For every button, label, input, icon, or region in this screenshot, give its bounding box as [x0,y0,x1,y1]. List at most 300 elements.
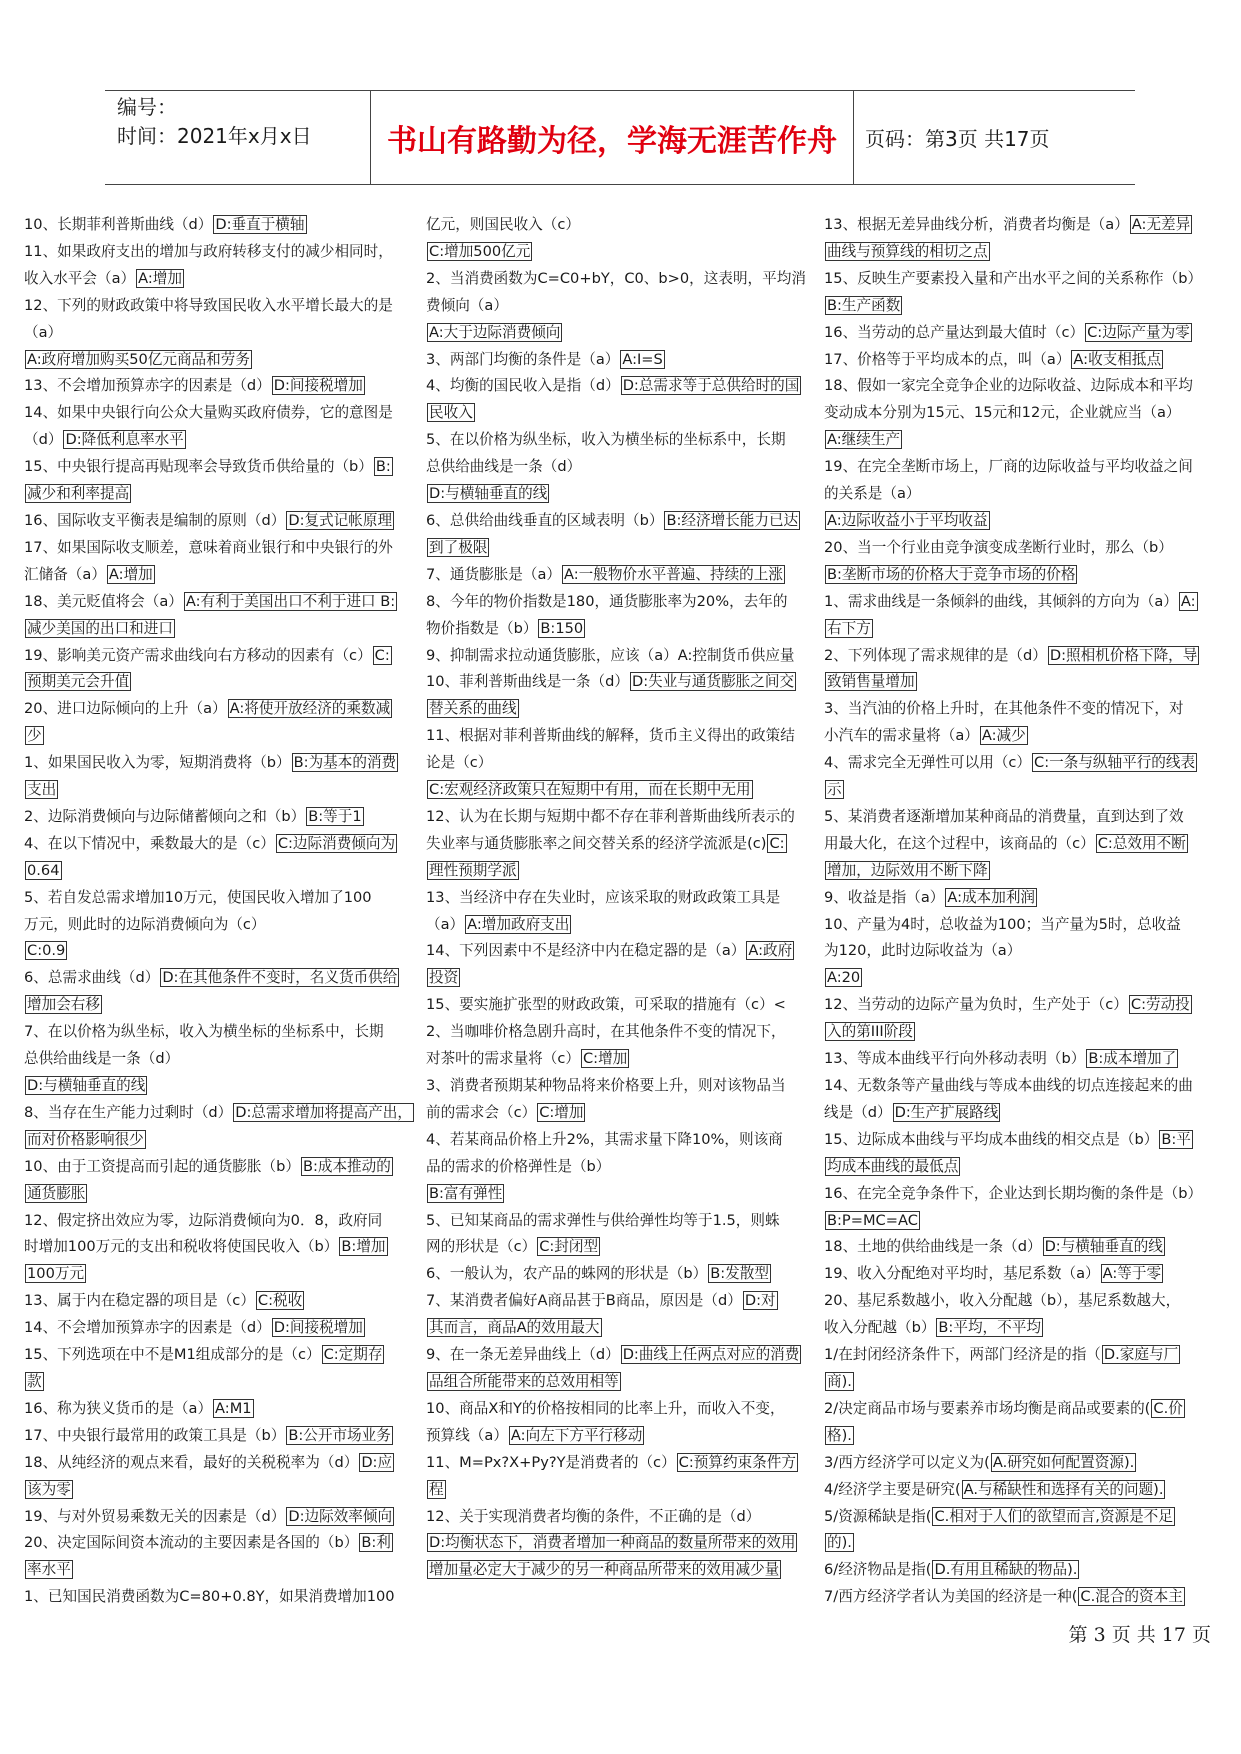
text-line [824,992,1212,1019]
answer-box: A:向左下方平行移动 [510,1426,643,1444]
answer-box: D:总需求等于总供给时的国 [622,377,800,395]
answer-box: D.家庭与厂 [1103,1346,1179,1364]
answer-box: 增加，边际效用不断下降 [827,861,988,879]
text-column-2 [426,212,811,1584]
answer-box: A:减少 [981,727,1026,745]
text-line [426,1181,811,1208]
text-line [426,1369,811,1396]
text-line [426,965,811,992]
question-text: 15、要实施扩张型的财政政策，可采取的措施有（c）< [426,996,786,1014]
text-line [24,938,416,965]
text-line [824,669,1212,696]
text-line [824,1234,1212,1261]
answer-box: C:边际消费倾向为 [277,834,396,852]
answer-box: A.与稀缺性和选择有关的问题). [963,1480,1164,1498]
text-line [426,320,811,347]
question-text: 汇储备（a） [24,565,106,583]
text-line [24,400,416,427]
text-line [24,1100,416,1127]
question-text: 19、与对外贸易乘数无关的因素是（d） [24,1507,286,1525]
answer-box: B:成本增加了 [1088,1050,1177,1068]
answer-box: A:政府增加购买50亿元商品和劳务 [27,350,250,368]
text-line [824,831,1212,858]
text-line [24,1396,416,1423]
text-line [824,1369,1212,1396]
text-line [824,481,1212,508]
answer-box: C:边际产量为零 [1087,323,1190,341]
text-line [824,965,1212,992]
question-text: 14、下列因素中不是经济中内在稳定器的是（a） [426,942,746,960]
question-text: 2、当消费函数为C=C0+bY，C0、b>0，这表明，平均消 [426,269,806,287]
text-line [426,1154,811,1181]
question-text: 20、进口边际倾向的上升（a） [24,700,227,718]
question-text: 8、今年的物价指数是180，通货膨胀率为20%，去年的 [426,592,788,610]
question-text: 10、菲利普斯曲线是一条（d） [426,673,629,691]
answer-box: 0.64 [27,861,60,879]
question-text: 20、决定国际间资本流动的主要因素是各国的（b） [24,1534,359,1552]
question-text: 9、在一条无差异曲线上（d） [426,1346,620,1364]
answer-box: D:与横轴垂直的线 [429,485,548,503]
question-text: 7、在以价格为纵坐标，收入为横坐标的坐标系中，长期 [24,1023,384,1041]
answer-box: A:等于零 [1102,1265,1162,1283]
answer-box: D:曲线上任两点对应的消费 [622,1346,800,1364]
answer-box: 该为零 [27,1480,71,1498]
answer-box: B:平 [1161,1130,1191,1148]
question-text: 2、边际消费倾向与边际储蓄倾向之和（b） [24,807,306,825]
question-text: 8、当存在生产能力过剩时（d） [24,1103,233,1121]
text-line [24,1369,416,1396]
answer-box: B: [375,458,391,476]
answer-box: C:定期存 [323,1346,383,1364]
question-text: 亿元，则国民收入（c） [426,216,580,233]
question-text: 4/经济学主要是研究( [824,1480,961,1498]
question-text: 1、如果国民收入为零，短期消费将（b） [24,754,291,772]
text-line [426,508,811,535]
answer-box: C: [374,646,390,664]
answer-box: B:利 [361,1534,391,1552]
text-line [824,643,1212,670]
answer-box: B:增加 [341,1238,386,1256]
answer-box: B:生产函数 [827,296,901,314]
question-text: 5、若自发总需求增加10万元，使国民收入增加了100 [24,888,372,906]
question-text: 15、边际成本曲线与平均成本曲线的相交点是（b） [824,1130,1159,1148]
question-text: 时增加100万元的支出和税收将使国民收入（b） [24,1238,339,1256]
answer-box: D:均衡状态下，消费者增加一种商品的数量所带来的效用 [429,1534,796,1552]
answer-box: B:150 [540,619,584,637]
question-text: 5、某消费者逐渐增加某种商品的消费量，直到达到了效 [824,807,1184,825]
question-text: 17、中央银行最常用的政策工具是（b） [24,1426,286,1444]
text-line [24,320,416,347]
question-text: 5/资源稀缺是指( [824,1507,932,1525]
text-line [24,723,416,750]
text-line [426,858,811,885]
text-line [426,1396,811,1423]
question-text: 6、总供给曲线垂直的区域表明（b） [426,511,664,529]
text-column-1 [24,212,416,1611]
answer-box: 支出 [27,781,57,799]
text-line [824,885,1212,912]
text-line [24,750,416,777]
question-text: 2/决定商品市场与要素养市场均衡是商品或要素的( [824,1399,1151,1417]
question-text: 4、需求完全无弹性可以用（c） [824,754,1032,772]
text-line [426,589,811,616]
text-line [426,1450,811,1477]
text-line [24,1423,416,1450]
answer-box: B:垄断市场的价格大于竞争市场的价格 [827,565,1076,583]
question-text: 1、已知国民消费函数为C=80+0.8Y，如果消费增加100 [24,1588,395,1606]
text-line [426,669,811,696]
question-text: 11、如果政府支出的增加与政府转移支付的减少相同时， [24,242,393,260]
answer-box: A:增加 [108,565,153,583]
text-line [824,535,1212,562]
question-text: 失业率与通货膨胀率之间交替关系的经济学流派是(c) [426,834,767,852]
text-line [426,1261,811,1288]
text-line [24,1154,416,1181]
text-line [824,320,1212,347]
question-text: 3、消费者预期某种物品将来价格要上升，则对该物品当 [426,1077,786,1094]
text-line [24,1557,416,1584]
text-line [426,1288,811,1315]
answer-box: 商). [827,1372,852,1390]
text-line [24,858,416,885]
answer-box: D:与横轴垂直的线 [27,1077,146,1094]
question-text: 17、价格等于平均成本的点，叫（a） [824,350,1071,368]
question-text: （a） [24,323,63,341]
text-line [24,1342,416,1369]
text-line [24,1261,416,1288]
answer-box: C: [769,834,785,852]
question-text: 11、M=Px?X+Py?Y是消费者的（c） [426,1453,676,1471]
text-line [426,1342,811,1369]
text-line [426,1477,811,1504]
answer-box: A:增加 [138,269,182,287]
text-line [24,965,416,992]
answer-box: D:失业与通货膨胀之间交 [631,673,795,691]
answer-box: D:与横轴垂直的线 [1044,1238,1163,1256]
answer-box: A:边际收益小于平均收益 [827,511,988,529]
text-line [824,373,1212,400]
question-text: 6、总需求曲线（d） [24,969,160,987]
text-line [426,1315,811,1342]
text-line [426,885,811,912]
text-line [426,212,811,239]
answer-box: B:P=MC=AC [827,1211,918,1229]
answer-box: 替关系的曲线 [429,700,517,718]
question-text: 16、当劳动的总产量达到最大值时（c） [824,323,1085,341]
answer-box: A:继续生产 [827,431,901,449]
text-line [824,1423,1212,1450]
question-text: 17、如果国际收支顺差，意味着商业银行和中央银行的外 [24,538,393,556]
text-line [824,1288,1212,1315]
question-text: 19、在完全垄断市场上，厂商的边际收益与平均收益之间 [824,458,1193,476]
text-line [24,669,416,696]
question-text: 12、关于实现消费者均衡的条件，不正确的是（d） [426,1507,761,1525]
text-line [24,589,416,616]
answer-box: 到了极限 [429,538,488,556]
text-line [24,212,416,239]
answer-box: C:宏观经济政策只在短期中有用，而在长期中无用 [429,781,751,799]
question-text: 14、如果中央银行向公众大量购买政府债券，它的意图是 [24,404,393,422]
text-line [824,1315,1212,1342]
answer-box: A:I=S [622,350,663,368]
question-text: 10、产量为4时，总收益为100；当产量为5时，总收益 [824,915,1181,933]
question-text: 变动成本分别为15元、15元和12元，企业就应当（a） [824,404,1181,422]
question-text: 9、抑制需求拉动通货膨胀，应该（a）A:控制货币供应量 [426,646,795,664]
question-text: 物价指数是（b） [426,619,538,637]
text-line [24,804,416,831]
doc-number-label: 编号： [117,95,177,119]
text-line [24,1315,416,1342]
question-text: 7/西方经济学者认为美国的经济是一种( [824,1588,1078,1606]
answer-box: A:增加政府支出 [467,915,570,933]
question-text: 2、当咖啡价格急剧升高时，在其他条件不变的情况下， [426,1023,786,1041]
answer-box: D:垂直于横轴 [215,216,305,233]
question-text: 用最大化，在这个过程中，该商品的（c） [824,834,1095,852]
text-line [824,1046,1212,1073]
question-text: 10、长期菲利普斯曲线（d） [24,216,213,233]
answer-box: 减少美国的出口和进口 [27,619,173,637]
answer-box: D:降低利息率水平 [65,431,184,449]
text-line [426,293,811,320]
text-line [24,1019,416,1046]
question-text: 12、下列的财政政策中将导致国民收入水平增长最大的是 [24,296,393,314]
question-text: 16、在完全竞争条件下，企业达到长期均衡的条件是（b） [824,1184,1203,1202]
text-line [426,266,811,293]
question-text: 13、等成本曲线平行向外移动表明（b） [824,1050,1086,1068]
text-column-3 [824,212,1212,1611]
text-line [824,293,1212,320]
text-line [426,535,811,562]
text-line [824,1154,1212,1181]
answer-box: 民收入 [429,404,473,422]
text-line [824,1477,1212,1504]
text-line [426,643,811,670]
answer-box: C:税收 [257,1292,303,1310]
text-line [24,1530,416,1557]
text-line [824,723,1212,750]
answer-box: A:大于边际消费倾向 [429,323,561,341]
answer-box: A:20 [827,969,861,987]
question-text: 4、在以下情况中，乘数最大的是（c） [24,834,275,852]
text-line [824,804,1212,831]
answer-box: C:增加 [582,1050,628,1068]
text-line [24,481,416,508]
text-line [24,1477,416,1504]
question-text: 18、假如一家完全竞争企业的边际收益、边际成本和平均 [824,377,1193,395]
text-line [824,508,1212,535]
text-line [426,454,811,481]
question-text: 13、根据无差异曲线分析，消费者均衡是（a） [824,216,1129,233]
question-text: 费倾向（a） [426,296,508,314]
text-line [824,400,1212,427]
question-text: 13、当经济中存在失业时，应该采取的财政政策工具是 [426,888,781,906]
text-line [24,535,416,562]
answer-box: D:在其他条件不变时，名义货币供给 [162,969,398,987]
answer-box: B:经济增长能力已达 [666,511,799,529]
answer-box: 格). [827,1426,852,1444]
text-line [426,1234,811,1261]
text-line [426,1127,811,1154]
answer-box: C.相对于人们的欲望而言,资源是不足 [934,1507,1173,1525]
text-line [824,938,1212,965]
text-line [824,1073,1212,1100]
text-line [824,1584,1212,1611]
answer-box: A:有利于美国出口不利于进口 B: [185,592,396,610]
doc-time-label: 时间：2021年x月x日 [117,124,312,148]
question-text: 2、下列体现了需求规律的是（d） [824,646,1047,664]
page-header [105,90,1135,185]
answer-box: 率水平 [27,1561,71,1579]
text-line [824,1504,1212,1531]
text-line [24,293,416,320]
text-line [24,1504,416,1531]
text-line [426,831,811,858]
answer-box: B:等于1 [308,807,362,825]
answer-box: 少 [27,727,42,745]
question-text: 的关系是（a） [824,485,921,503]
text-line [24,562,416,589]
text-line [24,1234,416,1261]
question-text: 19、影响美元资产需求曲线向右方移动的因素有（c） [24,646,372,664]
text-line [426,1504,811,1531]
answer-box: C:预算约束条件方 [678,1453,796,1471]
text-line [24,239,416,266]
text-line [24,266,416,293]
text-line [426,427,811,454]
text-line [24,1208,416,1235]
header-motto: 书山有路勤为径，学海无涯苦作舟 [387,123,837,159]
question-text: 7、通货膨胀是（a） [426,565,561,583]
answer-box: A:将使开放经济的乘数减 [229,700,391,718]
answer-box: B:为基本的消费 [293,754,397,772]
header-page-info: 页码：第3页 共17页 [865,127,1050,151]
text-line [824,696,1212,723]
answer-box: B:富有弹性 [429,1184,503,1202]
question-text: 18、从纯经济的观点来看，最好的关税税率为（d） [24,1453,359,1471]
question-text: 预算线（a） [426,1426,508,1444]
text-line [824,589,1212,616]
text-line [824,212,1212,239]
question-text: 15、反映生产要素投入量和产出水平之间的关系称作（b） [824,269,1203,287]
question-text: 12、认为在长期与短期中都不存在菲利普斯曲线所表示的 [426,807,795,825]
text-line [24,373,416,400]
question-text: 18、美元贬值将会（a） [24,592,183,610]
answer-box: 减少和利率提高 [27,485,130,503]
text-line [24,1584,416,1611]
text-line [426,373,811,400]
answer-box: D:间接税增加 [273,377,363,395]
text-line [24,1127,416,1154]
text-line [426,1019,811,1046]
text-line [24,1181,416,1208]
page-footer: 第 3 页 共 17 页 [1068,1624,1211,1646]
question-text: 10、商品X和Y的价格按相同的比率上升，而收入不变， [426,1399,785,1417]
text-line [426,562,811,589]
question-text: 万元，则此时的边际消费倾向为（c） [24,915,266,933]
question-text: 16、国际收支平衡表是编制的原则（d） [24,511,286,529]
header-meta [117,93,367,151]
text-line [426,1046,811,1073]
text-line [24,777,416,804]
answer-box: 100万元 [27,1265,85,1283]
question-text: 5、在以价格为纵坐标，收入为横坐标的坐标系中，长期 [426,431,786,449]
answer-box: 增加量必定大于减少的另一种商品所带来的效用减少量 [429,1561,780,1579]
answer-box: 其而言，商品A的效用最大 [429,1319,600,1337]
text-line [24,1046,416,1073]
question-text: 12、假定挤出效应为零，边际消费倾向为0．8，政府同 [24,1211,383,1229]
question-text: 对茶叶的需求量将（c） [426,1050,580,1068]
answer-box: C.混合的资本主 [1080,1588,1183,1606]
question-text: 13、属于内在稳定器的项目是（c） [24,1292,255,1310]
answer-box: C.价 [1153,1399,1183,1417]
text-line [24,1073,416,1100]
answer-box: A:无差异 [1131,216,1191,233]
answer-box: D:应 [361,1453,393,1471]
question-text: 3、两部门均衡的条件是（a） [426,350,620,368]
text-line [426,1208,811,1235]
answer-box: A: [1180,592,1196,610]
question-text: 4、均衡的国民收入是指（d） [426,377,620,395]
text-line [24,347,416,374]
text-line [824,1530,1212,1557]
answer-box: 理性预期学派 [429,861,517,879]
text-line [24,508,416,535]
answer-box: C:一条与纵轴平行的线表 [1034,754,1196,772]
text-line [824,454,1212,481]
text-line [824,777,1212,804]
answer-box: 入的第III阶段 [827,1023,913,1041]
text-line [24,912,416,939]
answer-box: B:发散型 [710,1265,769,1283]
text-line [824,1450,1212,1477]
question-text: 为120，此时边际收益为（a） [824,942,1022,960]
text-line [24,992,416,1019]
question-text: 6/经济物品是指( [824,1561,932,1579]
text-line [426,1100,811,1127]
answer-box: A:政府 [748,942,793,960]
text-line [24,454,416,481]
text-line [426,616,811,643]
question-text: 16、称为狭义货币的是（a） [24,1399,213,1417]
question-text: 收入分配越（b） [824,1319,936,1337]
question-text: 前的需求会（c） [426,1103,537,1121]
question-text: 4、若某商品价格上升2%，其需求量下降10%，则该商 [426,1130,783,1148]
question-text: 14、不会增加预算赤字的因素是（d） [24,1319,271,1337]
question-text: 品的需求的价格弹性是（b） [426,1157,611,1175]
answer-box: C:封闭型 [539,1238,599,1256]
question-text: 5、已知某商品的需求弹性与供给弹性均等于1.5，则蛛 [426,1211,780,1229]
answer-box: D:照相机价格下降，导 [1049,646,1198,664]
question-text: 线是（d） [824,1103,892,1121]
answer-box: C:增加 [539,1103,584,1121]
text-line [426,347,811,374]
answer-box: C:0.9 [27,942,66,960]
answer-box: 增加会右移 [27,996,100,1014]
question-text: （a） [426,915,465,933]
text-line [824,616,1212,643]
text-line [426,1073,811,1100]
text-line [426,1423,811,1450]
question-text: 1、需求曲线是一条倾斜的曲线，其倾斜的方向为（a） [824,592,1178,610]
question-text: 6、一般认为，农产品的蛛网的形状是（b） [426,1265,708,1283]
answer-box: C:总效用不断 [1097,834,1186,852]
answer-box: 示 [827,781,842,799]
answer-box: D:复式记帐原理 [288,511,393,529]
answer-box: C:增加500亿元 [429,242,531,260]
text-line [426,750,811,777]
text-line [24,643,416,670]
answer-box: 而对价格影响很少 [27,1130,144,1148]
